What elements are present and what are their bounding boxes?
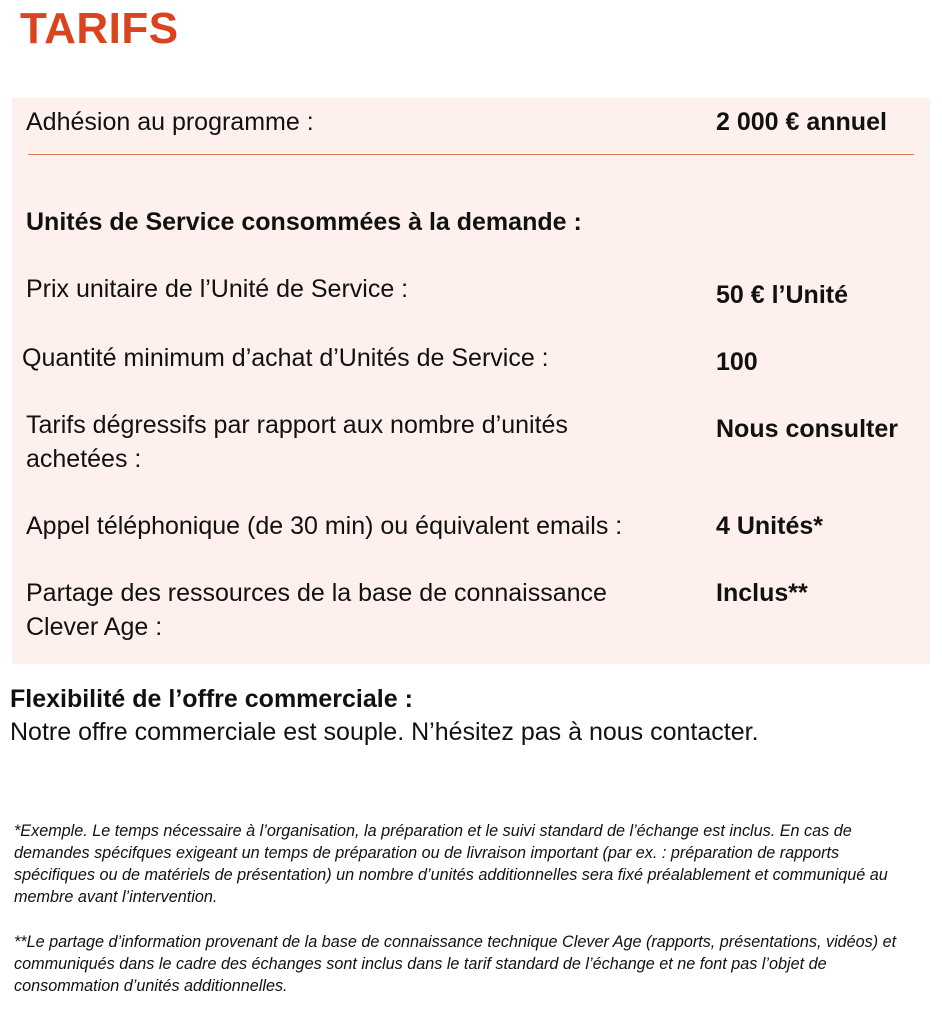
footnote-1: *Exemple. Le temps nécessaire à l’organisation, la préparation et le suivi standard de l’échange est inclus. En cas de demandes spécifques exigeant un temps de préparation ou de livraison important (par ex. : préparation de rapports spécifiques ou de matériels de présentation) un nombre d’unités additionnelles sera fixé préalablement et communiqué au membre avant l’intervention. — [14, 822, 888, 906]
membership-value: 2 000 € annuel — [716, 108, 887, 136]
knowledge-base-value: Inclus** — [716, 579, 808, 607]
knowledge-base-label-line1: Partage des ressources de la base de connaissance — [26, 579, 607, 607]
membership-label: Adhésion au programme : — [26, 108, 314, 136]
minimum-quantity-label: Quantité minimum d’achat d’Unités de Service : — [22, 344, 549, 372]
divider — [28, 154, 914, 155]
minimum-quantity-value: 100 — [716, 348, 758, 376]
unit-price-label: Prix unitaire de l’Unité de Service : — [26, 275, 409, 303]
knowledge-base-label-line2: Clever Age : — [26, 613, 163, 641]
flexibility-text: Notre offre commerciale est souple. N’hésitez pas à nous contacter. — [10, 718, 759, 746]
degressive-pricing-label-line1: Tarifs dégressifs par rapport aux nombre d’unités — [26, 411, 568, 439]
degressive-pricing-value: Nous consulter — [716, 415, 898, 443]
footnote-2: **Le partage d’information provenant de la base de connaissance technique Clever Age (rapports, présentations, vidéos) et communiqués dans le cadre des échanges sont inclus dans le tarif standard de l’échange et ne font pas l’objet de consommation d’unités additionnelles. — [14, 933, 897, 995]
flexibility-heading: Flexibilité de l’offre commerciale : — [10, 685, 413, 713]
phone-call-label: Appel téléphonique (de 30 min) ou équivalent emails : — [26, 512, 623, 540]
unit-price-value: 50 € l’Unité — [716, 281, 848, 309]
page-title: TARIFS — [20, 4, 179, 53]
degressive-pricing-label-line2: achetées : — [26, 445, 142, 473]
section-heading: Unités de Service consommées à la demande : — [26, 208, 582, 236]
phone-call-value: 4 Unités* — [716, 512, 823, 540]
